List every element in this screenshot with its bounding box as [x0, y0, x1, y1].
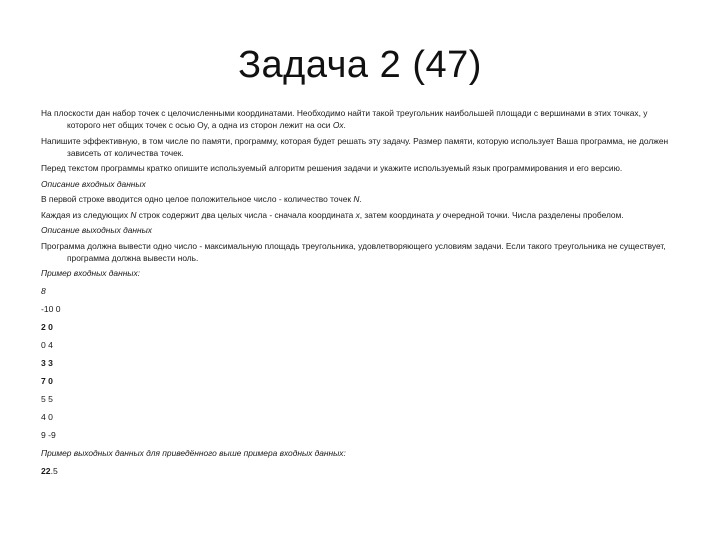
- paragraph-task-statement: [41, 107, 681, 131]
- example-output-integer: 22: [41, 466, 51, 476]
- example-output-heading: Пример выходных данных для приведённого выше примера входных данных:: [41, 448, 346, 458]
- y-variable: y: [436, 209, 441, 220]
- paragraph-algorithm: Перед текстом программы кратко опишите используемый алгоритм решения задачи и укажите используемый язык программирования и его версию.: [41, 163, 623, 173]
- following-lines-text-c: , затем координата: [359, 209, 437, 220]
- output-description-heading: Описание выходных данных: [41, 225, 152, 235]
- paragraph-efficiency: Напишите эффективную, в том числе по памяти, программу, которая будет решать эту задачу. Размер памяти, которую использует Ваша программа, не должен зависеть от количества точек.: [41, 135, 669, 158]
- n-variable: N: [130, 209, 137, 220]
- following-lines-text-a: Каждая из следующих: [41, 209, 131, 220]
- following-lines-text-b: строк содержит два целых числа - сначала координата: [136, 209, 356, 220]
- following-lines-text-d: очередной точки. Числа разделены пробелом.: [440, 209, 624, 220]
- example-input-line: 8: [41, 286, 46, 296]
- axis-ox-text: Ox: [332, 120, 344, 130]
- first-line-end: .: [359, 194, 362, 204]
- x-variable: x: [355, 209, 360, 220]
- paragraph-following-lines: [41, 209, 681, 221]
- task-statement-text: На плоскости дан набор точек с целочисленными координатами. Необходимо найти такой треугольник наибольшей площади с вершинами в этих точках, у которого нет общих точек с осью Oy, а одна из сторон лежит на оси: [41, 108, 648, 130]
- n-variable: N: [353, 194, 360, 204]
- example-output-value: [41, 465, 681, 478]
- slide-content: [41, 107, 681, 483]
- example-input-line: 5 5: [41, 394, 53, 404]
- input-description-heading: Описание входных данных: [41, 178, 146, 189]
- example-input-line: 4 0: [41, 412, 53, 422]
- task-statement-end: .: [343, 120, 346, 130]
- example-input-heading: Пример входных данных:: [41, 268, 140, 278]
- example-input-lines: [41, 285, 681, 442]
- example-input-line: 0 4: [41, 340, 53, 350]
- example-output-fraction: .5: [50, 466, 58, 476]
- slide-title: Задача 2 (47): [238, 44, 482, 86]
- example-input-line: 9 -9: [41, 430, 56, 440]
- first-line-text: В первой строке вводится одно целое положительное число - количество точек: [41, 194, 354, 204]
- paragraph-first-line: [41, 193, 681, 205]
- paragraph-output: Программа должна вывести одно число - максимальную площадь треугольника, удовлетворяющего условиям задачи. Если такого треугольника не существует, программа должна вывести ноль.: [41, 240, 666, 263]
- example-input-line: -10 0: [41, 304, 61, 314]
- example-input-line: 2 0: [41, 322, 53, 332]
- example-input-line: 7 0: [41, 376, 53, 386]
- example-input-line: 3 3: [41, 358, 53, 368]
